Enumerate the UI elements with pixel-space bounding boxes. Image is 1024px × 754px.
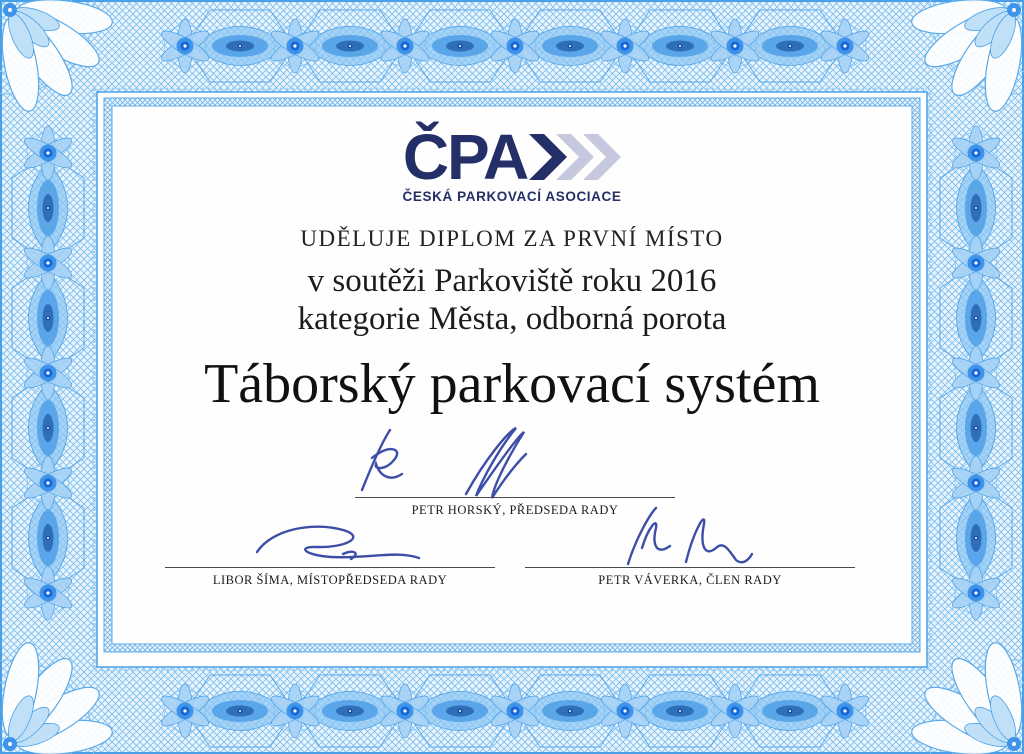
signature-line — [525, 567, 855, 568]
competition-line-2: kategorie Města, odborná porota — [297, 301, 727, 337]
signature-petr-horsky — [348, 424, 580, 500]
logo-subtitle: ČESKÁ PARKOVACÍ ASOCIACE — [402, 188, 622, 204]
signature-line — [355, 497, 675, 498]
signature-name-vice-chairman: LIBOR ŠÍMA, MÍSTOPŘEDSEDA RADY — [212, 573, 448, 587]
cpa-logo — [0, 121, 1024, 204]
signature-name-chairman: PETR HORSKÝ, PŘEDSEDA RADY — [411, 503, 619, 517]
signature-name-board-member: PETR VÁVERKA, ČLEN RADY — [598, 573, 782, 587]
competition-line-1: v soutěži Parkoviště roku 2016 — [307, 263, 717, 299]
logo-acronym: ČPA — [402, 121, 528, 193]
award-heading: UDĚLUJE DIPLOM ZA PRVNÍ MÍSTO — [300, 226, 724, 251]
triple-chevron-right-icon — [529, 134, 621, 180]
signature-petr-vaverka — [612, 504, 754, 568]
signature-libor-sima — [245, 520, 437, 570]
signature-line — [165, 567, 495, 568]
award-title: Táborský parkovací systém — [204, 353, 820, 415]
